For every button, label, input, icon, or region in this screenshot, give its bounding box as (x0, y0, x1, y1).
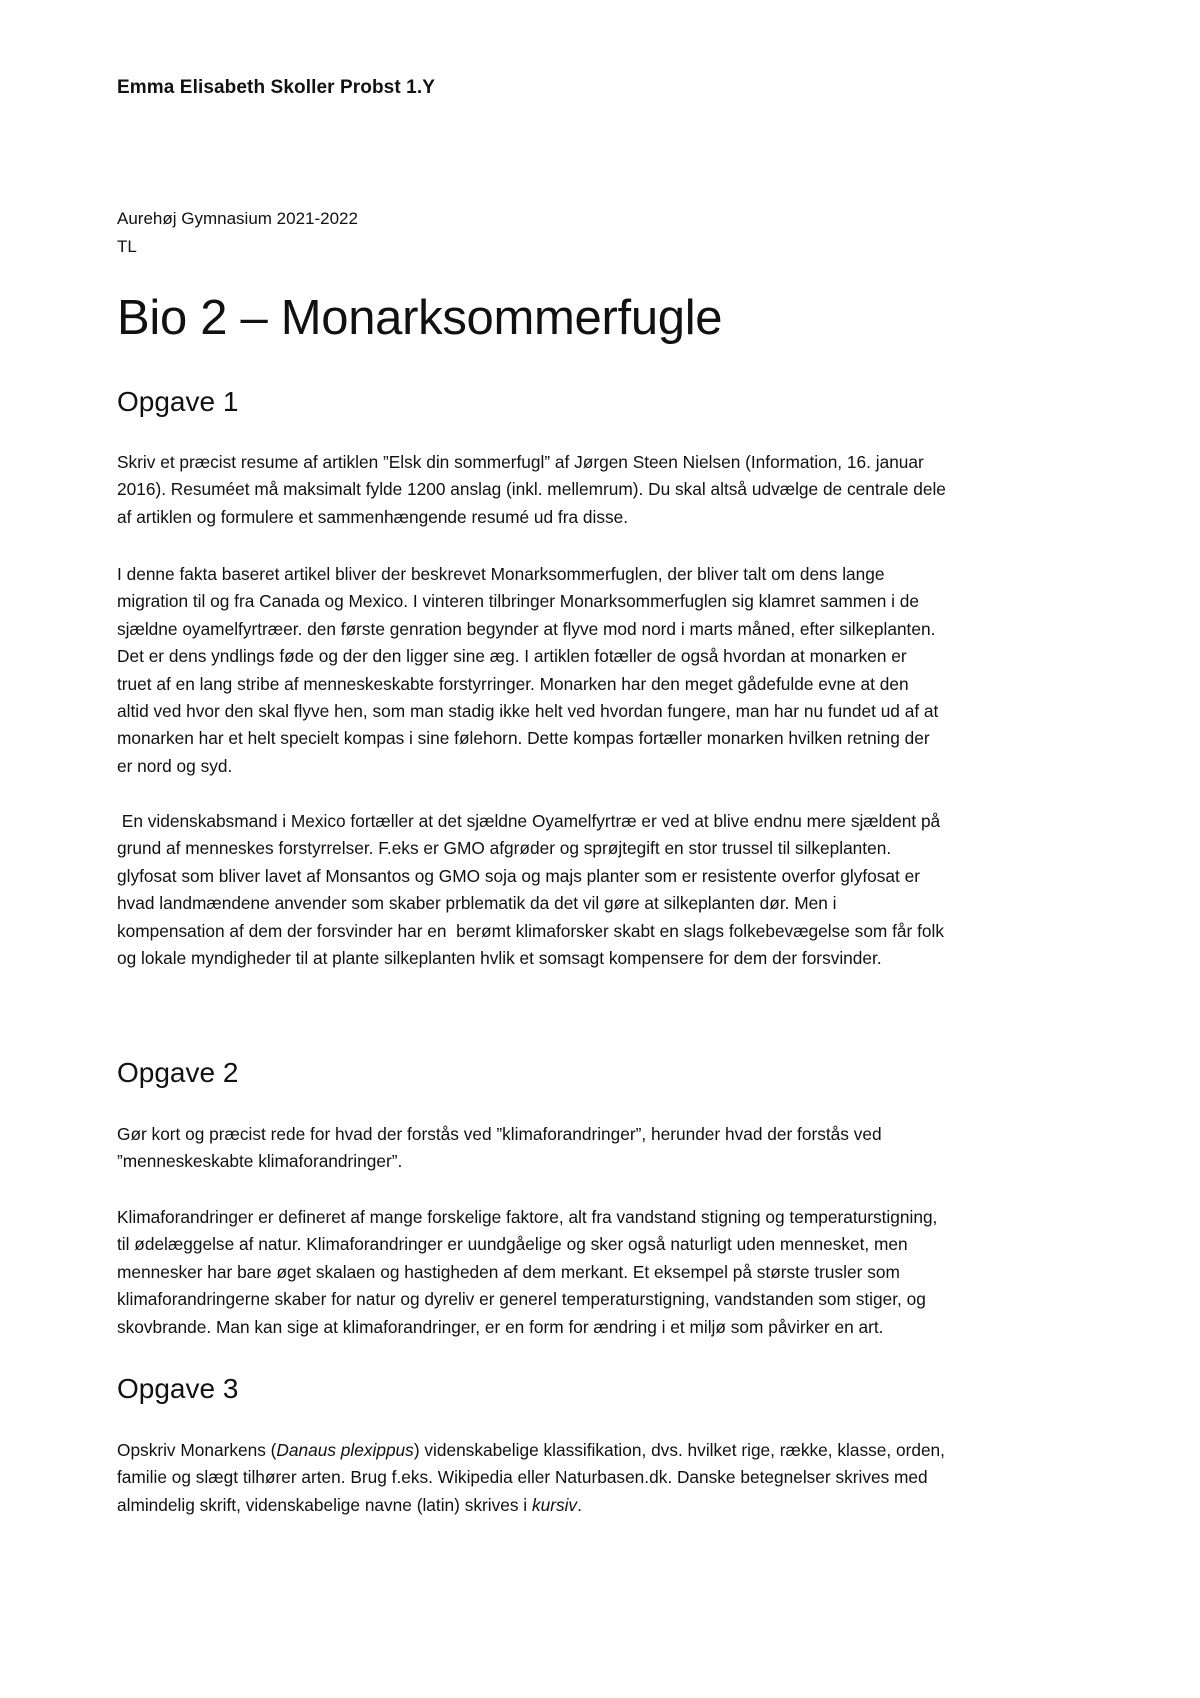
prompt-text: Opskriv Monarkens ( (117, 1440, 277, 1460)
answer-line: sjældne oyamelfyrtræer. den første genration begynder at flyve mod nord i marts måned, efter silkeplanten. (117, 618, 936, 639)
answer-line: skovbrande. Man kan sige at klimaforandringer, er en form for ændring i et miljø som påvirker en art. (117, 1316, 884, 1337)
opgave-1-prompt (117, 449, 1102, 531)
prompt-text: . (577, 1494, 582, 1515)
opgave-1-answer-paragraph-1 (117, 561, 1102, 780)
answer-line: Det er dens yndlings føde og der den ligger sine æg. I artiklen fotæller de også hvordan at monarken er (117, 646, 907, 667)
answer-line: I denne fakta baseret artikel bliver der beskrevet Monarksommerfuglen, der bliver talt om dens lange (117, 564, 885, 584)
document-title: Bio 2 – Monarksommerfugle (117, 291, 723, 345)
answer-line: altid ved hvor den skal flyve hen, som man stadig ikke helt ved hvordan fungere, man har nu fundet ud af at (117, 701, 939, 722)
answer-line: monarken har et helt specielt kompas i sine følehorn. Dette kompas fortæller monarken hvilken retning der (117, 728, 930, 749)
answer-line: til ødelæggelse af natur. Klimaforandringer er uundgåelige og sker også naturligt uden mennesket, men (117, 1234, 908, 1255)
answer-line: glyfosat som bliver lavet af Monsantos og GMO soja og majs planter som er resistente overfor glyfosat er (117, 865, 920, 886)
answer-line: hvad landmændene anvender som skaber prblematik da det vil gøre at silkeplanten dør. Men i (117, 893, 837, 914)
opgave-1-heading: Opgave 1 (117, 386, 239, 417)
prompt-line (117, 1437, 1102, 1464)
prompt-line (117, 1492, 1102, 1519)
school-info (117, 205, 358, 261)
answer-line: Klimaforandringer er defineret af mange forskelige faktore, alt fra vandstand stigning og temperaturstigning, (117, 1207, 938, 1227)
answer-line: En videnskabsmand i Mexico fortæller at det sjældne Oyamelfyrtræ er ved at blive endnu mere sjældent på (117, 811, 941, 831)
answer-line: grund af menneskes forstyrrelser. F.eks er GMO afgrøder og sprøjtegift en stor trussel til silkeplanten. (117, 838, 892, 859)
answer-line: migration til og fra Canada og Mexico. I vinteren tilbringer Monarksommerfuglen sig klamret sammen i de (117, 591, 920, 612)
prompt-line: 2016). Resuméet må maksimalt fylde 1200 anslag (inkl. mellemrum). Du skal altså udvælge de centrale dele (117, 479, 946, 500)
answer-line: kompensation af dem der forsvinder har en berømt klimaforsker skabt en slags folkebevægelse som får folk (117, 920, 944, 941)
prompt-text: ) videnskabelige klassifikation, dvs. hvilket rige, række, klasse, orden, (413, 1440, 945, 1460)
opgave-2-heading: Opgave 2 (117, 1057, 239, 1088)
answer-line: mennesker har bare øget skalaen og hastigheden af dem merkant. Et eksempel på største trusler som (117, 1261, 900, 1282)
opgave-2-prompt (117, 1121, 1102, 1176)
author-name: Emma Elisabeth Skoller Probst 1.Y (117, 77, 435, 98)
prompt-text: almindelig skrift, videnskabelige navne (latin) skrives i (117, 1494, 532, 1515)
answer-line: er nord og syd. (117, 755, 233, 776)
answer-line: klimaforandringerne skaber for natur og dyreliv er generel temperaturstigning, vandstanden som stiger, og (117, 1289, 926, 1310)
prompt-line: Gør kort og præcist rede for hvad der forstås ved ”klimaforandringer”, herunder hvad der forstås ved (117, 1124, 882, 1144)
latin-name: Danaus plexippus (276, 1440, 414, 1460)
prompt-line: Skriv et præcist resume af artiklen ”Elsk din sommerfugl” af Jørgen Steen Nielsen (Information, 16. januar (117, 452, 924, 472)
prompt-line: familie og slægt tilhører arten. Brug f.eks. Wikipedia eller Naturbasen.dk. Danske betegnelser skrives med (117, 1467, 928, 1488)
prompt-line: af artiklen og formulere et sammenhængende resumé ud fra disse. (117, 506, 629, 527)
opgave-1-answer-paragraph-2 (117, 808, 1102, 972)
school-name: Aurehøj Gymnasium 2021-2022 (117, 209, 358, 228)
class-code: TL (117, 237, 137, 256)
opgave-2-answer (117, 1204, 1102, 1341)
opgave-3-prompt (117, 1437, 1102, 1519)
opgave-3-heading: Opgave 3 (117, 1373, 239, 1404)
answer-line: truet af en lang stribe af menneskeskabte forstyrringer. Monarken har den meget gådefulde evne at den (117, 673, 909, 694)
italic-word: kursiv (531, 1494, 578, 1515)
answer-line: og lokale myndigheder til at plante silkeplanten hvlik et somsagt kompensere for dem der forsvinder. (117, 948, 882, 969)
prompt-line: ”menneskeskabte klimaforandringer”. (117, 1151, 403, 1172)
